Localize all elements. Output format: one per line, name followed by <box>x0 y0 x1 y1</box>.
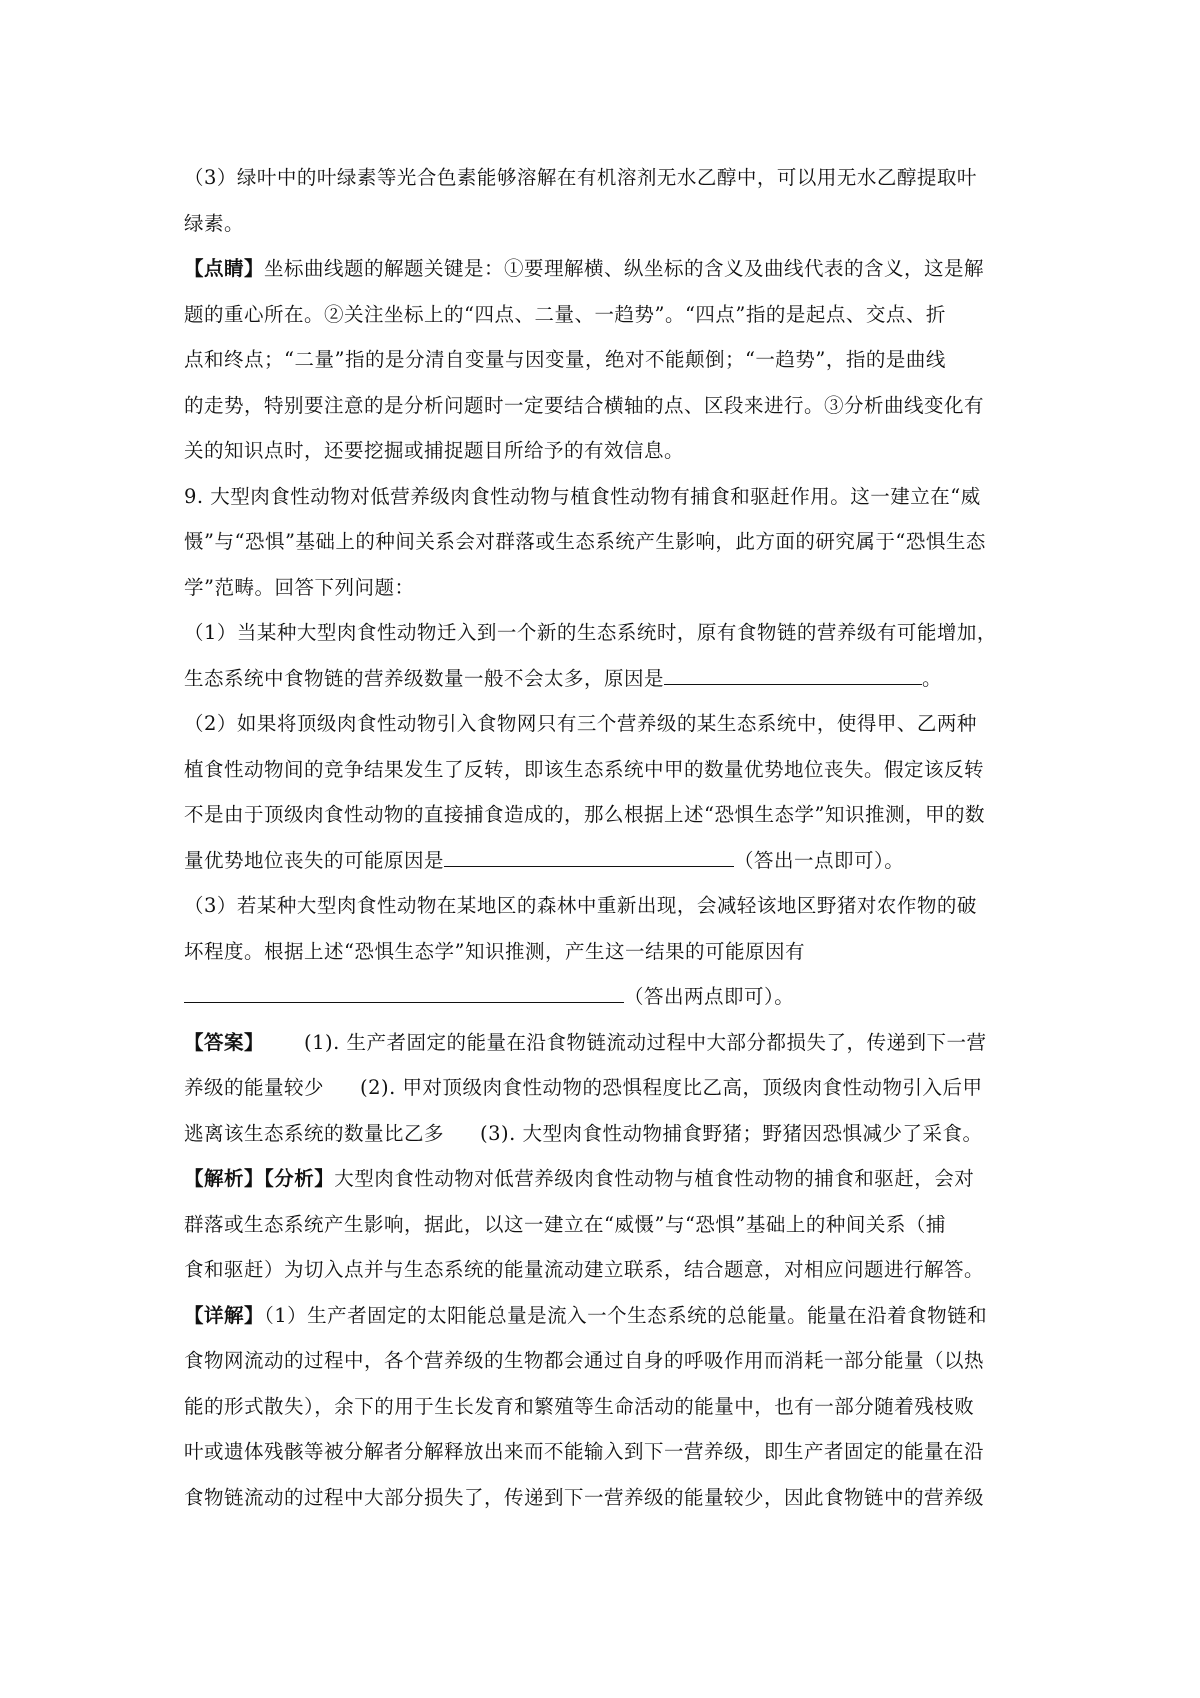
prev-item3-line2: 绿素。 <box>184 211 245 235</box>
q9-stem-line2: 慑”与“恐惧”基础上的种间关系会对群落或生态系统产生影响，此方面的研究属于“恐惧生态 <box>184 530 986 553</box>
answer-blank-2[interactable] <box>444 844 734 867</box>
answer-3: (3). 大型肉食性动物捕食野猪；野猪因恐惧减少了采食。 <box>480 1121 983 1145</box>
q9-1-end: 。 <box>922 666 943 690</box>
q9-stem-line1: 9. 大型肉食性动物对低营养级肉食性动物与植食性动物有捕食和驱赶作用。这一建立在“威 <box>184 484 981 508</box>
q9-1-line2 <box>184 656 1029 702</box>
answer-1: (1). 生产者固定的能量在沿食物链流动过程中大部分都损失了，传递到下一营 <box>304 1030 987 1054</box>
q9-3-line3 <box>184 974 1029 1020</box>
detail-line1 <box>184 1293 1029 1339</box>
q9-3-line1: （3）若某种大型肉食性动物在某地区的森林中重新出现，会减轻该地区野猪对农作物的破 <box>184 894 977 917</box>
answer-blank-1[interactable] <box>664 662 922 685</box>
answer-1-cont: 养级的能量较少 <box>184 1076 325 1099</box>
tip-tag: 【点睛】 <box>184 257 265 280</box>
analysis-line1 <box>184 1156 1029 1202</box>
answer-line1 <box>184 1020 1029 1066</box>
answer-line2 <box>184 1065 1029 1111</box>
analysis-tag: 【解析】【分析】 <box>184 1167 335 1190</box>
answer-line3 <box>184 1111 1029 1157</box>
q9-2-line2: 植食性动物间的竞争结果发生了反转，即该生态系统中甲的数量优势地位丧失。假定该反转 <box>184 757 985 781</box>
detail-line4: 叶或遗体残骸等被分解者分解释放出来而不能输入到下一营养级，即生产者固定的能量在沿 <box>184 1440 985 1463</box>
q9-1-text: 生态系统中食物链的营养级数量一般不会太多，原因是 <box>184 666 665 690</box>
tip-line3: 点和终点；“二量”指的是分清自变量与因变量，绝对不能颠倒；“一趋势”，指的是曲线 <box>184 348 946 371</box>
q9-2-text: 量优势地位丧失的可能原因是 <box>184 848 445 872</box>
detail-line2: 食物网流动的过程中，各个营养级的生物都会通过自身的呼吸作用而消耗一部分能量（以热 <box>184 1349 985 1372</box>
q9-2-line4 <box>184 838 1029 884</box>
analysis-line2: 群落或生态系统产生影响，据此，以这一建立在“威慑”与“恐惧”基础上的种间关系（捕 <box>184 1212 946 1236</box>
q9-2-line1: （2）如果将顶级肉食性动物引入食物网只有三个营养级的某生态系统中，使得甲、乙两种 <box>184 712 977 735</box>
tip-line5: 关的知识点时，还要挖掘或捕捉题目所给予的有效信息。 <box>184 439 685 462</box>
answer-blank-3[interactable] <box>184 980 624 1003</box>
q9-stem-line3: 学”范畴。回答下列问题： <box>184 575 415 599</box>
detail-text-1: （1）生产者固定的太阳能总量是流入一个生态系统的总能量。能量在沿着食物链和 <box>264 1303 988 1327</box>
detail-tag: 【详解】 <box>184 1303 265 1327</box>
q9-2-line3: 不是由于顶级肉食性动物的直接捕食造成的，那么根据上述“恐惧生态学”知识推测，甲的数 <box>184 803 985 826</box>
answer-tag: 【答案】 <box>184 1030 265 1054</box>
answer-2-cont: 逃离该生态系统的数量比乙多 <box>184 1121 445 1145</box>
document-body <box>184 155 1029 1520</box>
q9-3-line2: 坏程度。根据上述“恐惧生态学”知识推测，产生这一结果的可能原因有 <box>184 939 805 963</box>
analysis-text-1: 大型肉食性动物对低营养级肉食性动物与植食性动物的捕食和驱赶，会对 <box>334 1167 975 1190</box>
tip-line1 <box>184 246 1029 292</box>
prev-item3-line1: （3）绿叶中的叶绿素等光合色素能够溶解在有机溶剂无水乙醇中，可以用无水乙醇提取叶 <box>184 166 977 189</box>
q9-1-line1: （1）当某种大型肉食性动物迁入到一个新的生态系统时，原有食物链的营养级有可能增加， <box>184 621 997 644</box>
tip-text-1: 坐标曲线题的解题关键是：①要理解横、纵坐标的含义及曲线代表的含义，这是解 <box>264 257 985 280</box>
q9-2-end: （答出一点即可）。 <box>734 848 905 872</box>
detail-line5: 食物链流动的过程中大部分损失了，传递到下一营养级的能量较少，因此食物链中的营养级 <box>184 1485 985 1509</box>
q9-3-end: （答出两点即可）。 <box>624 985 795 1008</box>
tip-line2: 题的重心所在。②关注坐标上的“四点、二量、一趋势”。“四点”指的是起点、交点、折 <box>184 302 946 326</box>
tip-line4: 的走势，特别要注意的是分析问题时一定要结合横轴的点、区段来进行。③分析曲线变化有 <box>184 393 985 417</box>
answer-2: (2). 甲对顶级肉食性动物的恐惧程度比乙高，顶级肉食性动物引入后甲 <box>360 1076 983 1099</box>
detail-line3: 能的形式散失），余下的用于生长发育和繁殖等生命活动的能量中，也有一部分随着残枝败 <box>184 1394 975 1418</box>
analysis-line3: 食和驱赶）为切入点并与生态系统的能量流动建立联系，结合题意，对相应问题进行解答。 <box>184 1258 985 1281</box>
